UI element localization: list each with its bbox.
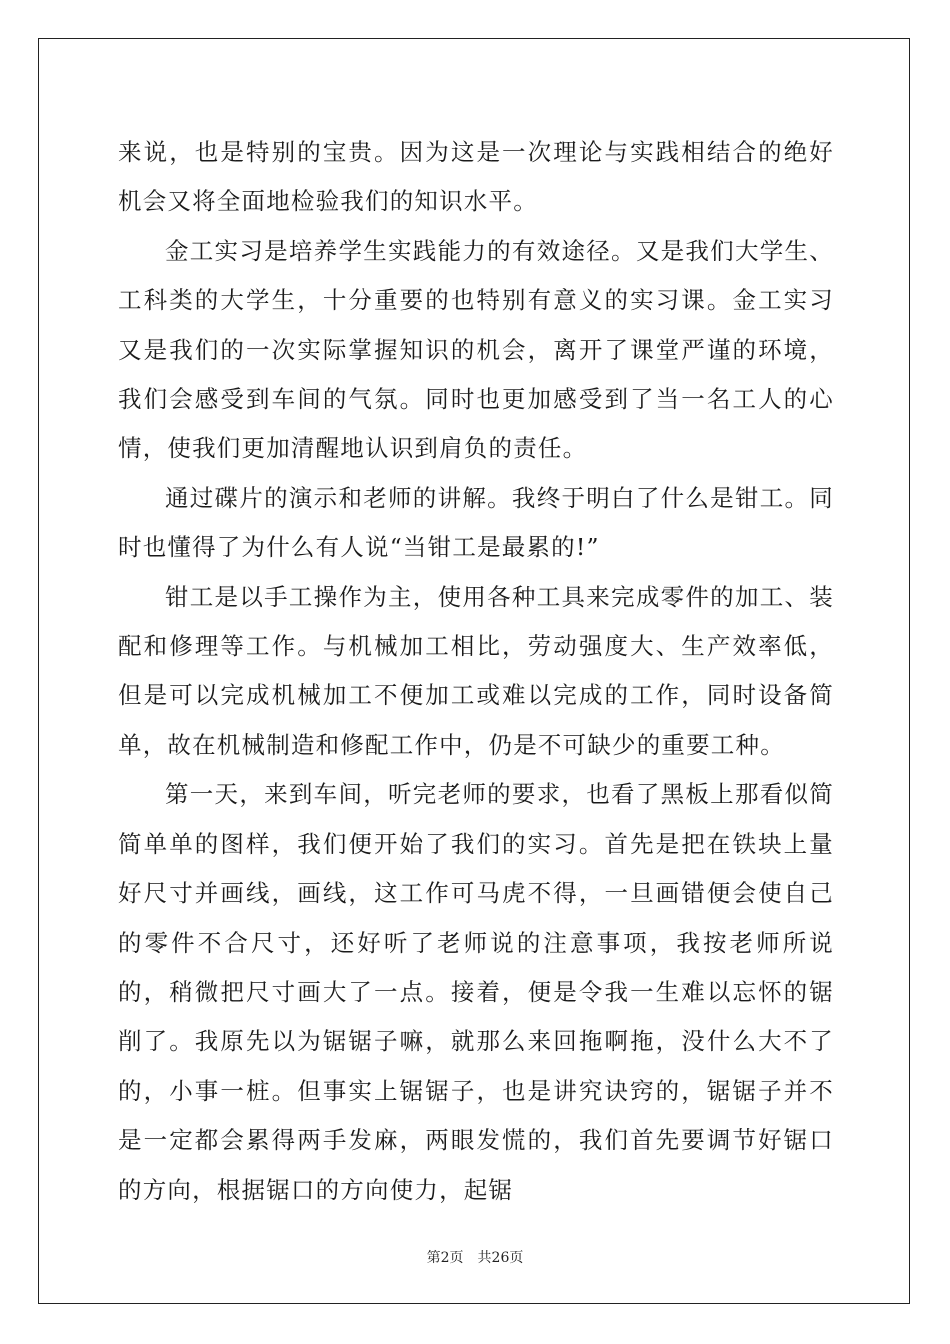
page-number: 第2页 <box>426 1250 464 1266</box>
document-body <box>118 128 834 1215</box>
paragraph-2: 金工实习是培养学生实践能力的有效途径。又是我们大学生、工科类的大学生，十分重要的也特别有意义的实习课。金工实习又是我们的一次实际掌握知识的机会，离开了课堂严谨的环境，我们会感受到车间的气氛。同时也更加感受到了当一名工人的心情，使我们更加清醒地认识到肩负的责任。 <box>118 236 834 463</box>
paragraph-4: 钳工是以手工操作为主，使用各种工具来完成零件的加工、装配和修理等工作。与机械加工相比，劳动强度大、生产效率低，但是可以完成机械加工不便加工或难以完成的工作，同时设备简单，故在机械制造和修配工作中，仍是不可缺少的重要工种。 <box>118 582 834 759</box>
paragraph-1: 来说，也是特别的宝贵。因为这是一次理论与实践相结合的绝好机会又将全面地检验我们的知识水平。 <box>118 138 834 216</box>
paragraph-5: 第一天，来到车间，听完老师的要求，也看了黑板上那看似简简单单的图样，我们便开始了我们的实习。首先是把在铁块上量好尺寸并画线，画线，这工作可马虎不得，一旦画错便会使自己的零件不合尺寸，还好听了老师说的注意事项，我按老师所说的，稍微把尺寸画大了一点。接着，便是令我一生难以忘怀的锯削了。我原先以为锯锯子嘛，就那么来回拖啊拖，没什么大不了的，小事一桩。但事实上锯锯子，也是讲究诀窍的，锯锯子并不是一定都会累得两手发麻，两眼发慌的，我们首先要调节好锯口的方向，根据锯口的方向使力，起锯 <box>118 780 834 1204</box>
paragraph-3: 通过碟片的演示和老师的讲解。我终于明白了什么是钳工。同时也懂得了为什么有人说“当钳工是最累的!” <box>118 483 834 562</box>
page-footer <box>0 1247 950 1267</box>
page-total: 共26页 <box>477 1250 524 1266</box>
